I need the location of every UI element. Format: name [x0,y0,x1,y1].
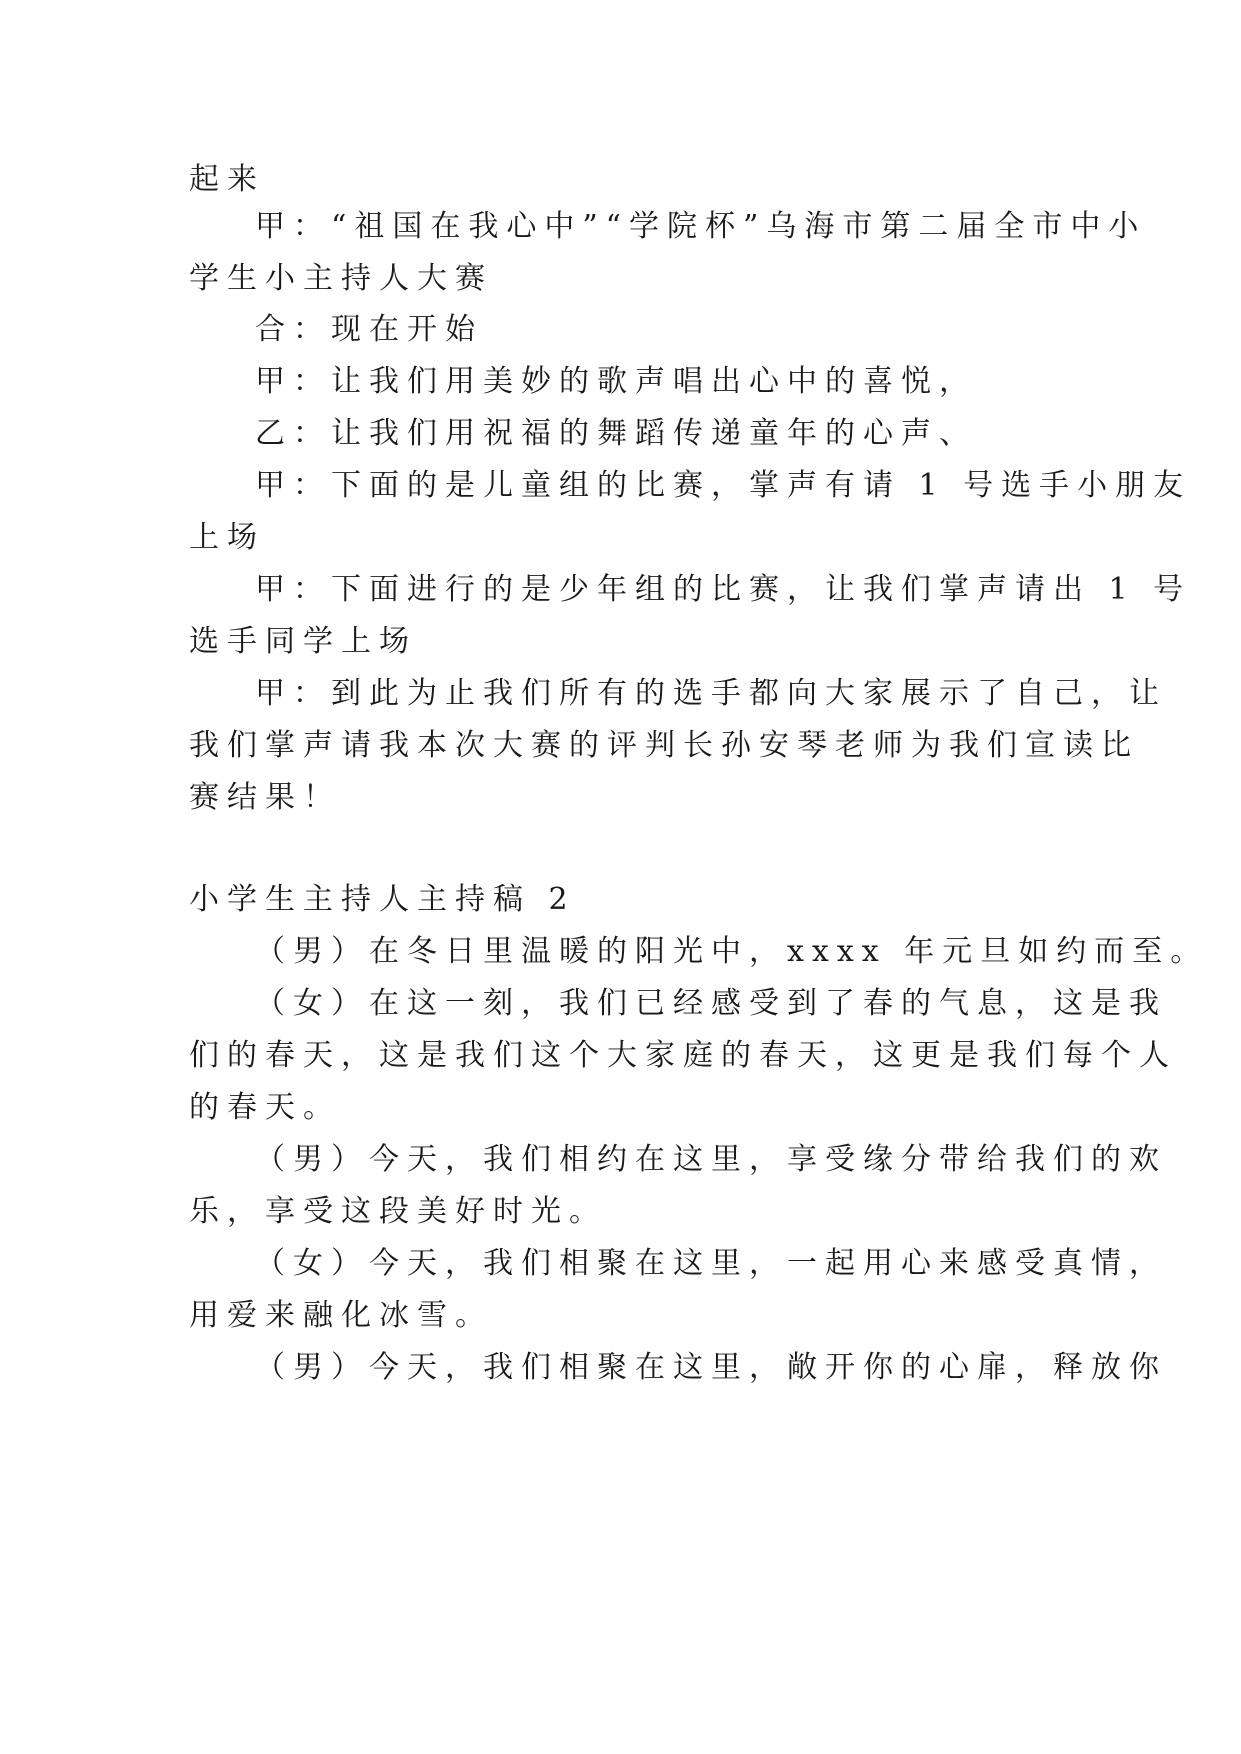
text-line: 乐，享受这段美好时光。 [189,1194,607,1229]
text-line: 我们掌声请我本次大赛的评判长孙安琴老师为我们宣读比 [189,728,1139,763]
text-line: 们的春天，这是我们这个大家庭的春天，这更是我们每个人 [189,1038,1177,1073]
text-line: 的春天。 [189,1090,341,1125]
text-line: 合：现在开始 [255,312,483,347]
text-line: （女）今天，我们相聚在这里，一起用心来感受真情， [255,1246,1167,1281]
text-line: 甲：下面的是儿童组的比赛，掌声有请 1 号选手小朋友 [255,468,1192,503]
text-line: 赛结果！ [189,780,341,815]
text-line: （男）今天，我们相约在这里，享受缘分带给我们的欢 [255,1142,1167,1177]
text-line: （女）在这一刻，我们已经感受到了春的气息，这是我 [255,986,1167,1021]
text-line: 选手同学上场 [189,624,417,659]
text-line: 学生小主持人大赛 [189,261,493,296]
text-line: 甲：到此为止我们所有的选手都向大家展示了自己，让 [255,676,1167,711]
section-heading: 小学生主持人主持稿 2 [189,882,576,917]
text-line: 起来 [189,162,265,197]
text-line: 甲：让我们用美妙的歌声唱出心中的喜悦， [255,364,977,399]
text-line: 用爱来融化冰雪。 [189,1298,493,1333]
text-line: 甲：“祖国在我心中”“学院杯”乌海市第二届全市中小 [255,209,1147,244]
text-line: 甲：下面进行的是少年组的比赛，让我们掌声请出 1 号 [255,572,1192,607]
text-line: （男）今天，我们相聚在这里，敞开你的心扉，释放你 [255,1350,1167,1385]
text-line: 乙：让我们用祝福的舞蹈传递童年的心声、 [255,416,977,451]
text-line: 上场 [189,520,265,555]
text-line: （男）在冬日里温暖的阳光中，xxxx 年元旦如约而至。 [255,934,1209,969]
